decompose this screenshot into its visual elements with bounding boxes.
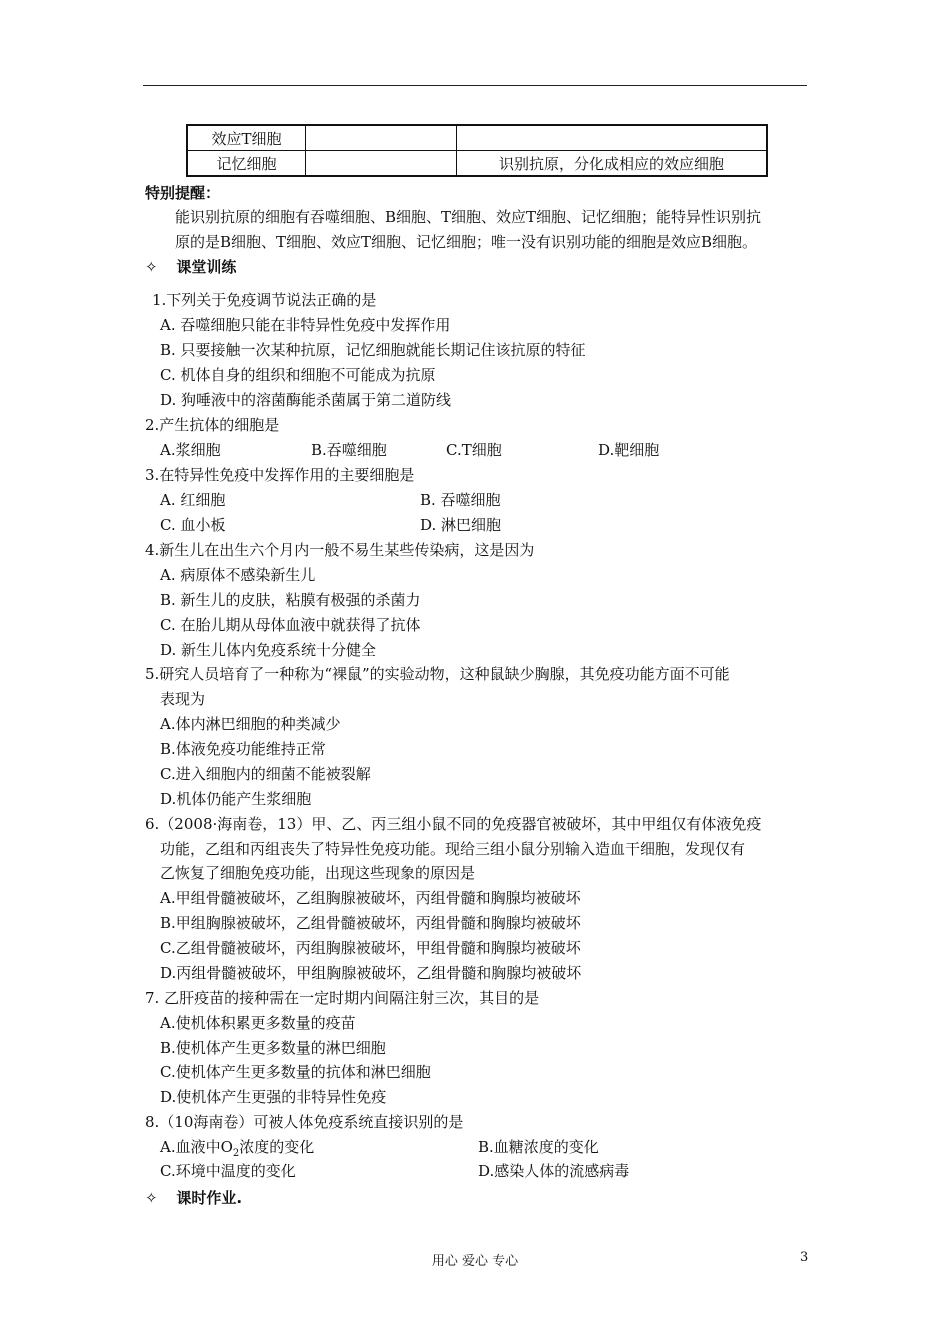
option: C.T细胞: [446, 441, 502, 459]
reminder-title: 特别提醒：: [145, 184, 221, 202]
option: D. 新生儿体内免疫系统十分健全: [160, 641, 377, 659]
question-stem: 2.产生抗体的细胞是: [145, 416, 280, 434]
page-footer: 用心 爱心 专心: [431, 1254, 519, 1269]
question-stem: 表现为: [160, 690, 206, 708]
option: D.丙组骨髓被破坏，甲组胸腺被破坏，乙组骨髓和胸腺均被破坏: [160, 964, 582, 982]
option: B.血糖浓度的变化: [478, 1138, 599, 1156]
table-cell: [457, 125, 768, 151]
option: C. 血小板: [160, 516, 226, 534]
section-title: 课堂训练: [176, 258, 237, 276]
option: D. 狗唾液中的溶菌酶能杀菌属于第二道防线: [160, 391, 452, 409]
option: A.甲组骨髓被破坏，乙组胸腺被破坏，丙组骨髓和胸腺均被破坏: [160, 889, 581, 907]
cell-table: [186, 124, 768, 177]
option: A. 红细胞: [160, 491, 226, 509]
option: C.乙组骨髓被破坏，丙组胸腺被破坏，甲组骨髓和胸腺均被破坏: [160, 939, 581, 957]
question-stem: 7. 乙肝疫苗的接种需在一定时期内间隔注射三次，其目的是: [145, 989, 540, 1007]
option: B.体液免疫功能维持正常: [160, 740, 326, 758]
option: D.靶细胞: [598, 441, 660, 459]
option: A. 吞噬细胞只能在非特异性免疫中发挥作用: [160, 316, 451, 334]
question-stem: 8.（10海南卷）可被人体免疫系统直接识别的是: [145, 1113, 464, 1131]
question-stem: 1.下列关于免疫调节说法正确的是: [152, 291, 377, 309]
section-heading: [145, 1188, 242, 1208]
reminder-line: 能识别抗原的细胞有吞噬细胞、B细胞、T细胞、效应T细胞、记忆细胞；能特异性识别抗: [175, 208, 762, 226]
diamond-icon: ✧: [145, 1189, 158, 1207]
option: D. 淋巴细胞: [420, 516, 502, 534]
diamond-icon: ✧: [145, 258, 158, 276]
option: C.环境中温度的变化: [160, 1162, 296, 1180]
option: C.进入细胞内的细菌不能被裂解: [160, 765, 371, 783]
option: B.吞噬细胞: [311, 441, 387, 459]
option: A. 病原体不感染新生儿: [160, 566, 316, 584]
option: C.使机体产生更多数量的抗体和淋巴细胞: [160, 1063, 431, 1081]
table-cell: 效应T细胞: [187, 125, 306, 151]
option: D.机体仍能产生浆细胞: [160, 790, 312, 808]
table-row: [187, 125, 767, 151]
option: B. 吞噬细胞: [420, 491, 501, 509]
option: C. 在胎儿期从母体血液中就获得了抗体: [160, 616, 421, 634]
option: A.血液中$O_2$浓度的变化: [160, 1138, 315, 1159]
section-title: 课时作业.: [176, 1189, 243, 1207]
page-number: 3: [800, 1250, 809, 1265]
option: A.使机体积累更多数量的疫苗: [160, 1014, 356, 1032]
table-cell: [306, 151, 457, 177]
option: B.使机体产生更多数量的淋巴细胞: [160, 1039, 386, 1057]
option: A.浆细胞: [160, 441, 221, 459]
header-rule: [143, 85, 807, 86]
section-heading: [145, 257, 236, 277]
option: A.体内淋巴细胞的种类减少: [160, 715, 341, 733]
table-row: [187, 151, 767, 177]
question-stem: 3.在特异性免疫中发挥作用的主要细胞是: [145, 466, 415, 484]
reminder-line: 原的是B细胞、T细胞、效应T细胞、记忆细胞；唯一没有识别功能的细胞是效应B细胞。: [175, 233, 758, 251]
table-cell: 记忆细胞: [187, 151, 306, 177]
option: D.使机体产生更强的非特异性免疫: [160, 1088, 387, 1106]
question-stem: 4.新生儿在出生六个月内一般不易生某些传染病，这是因为: [145, 541, 535, 559]
option: D.感染人体的流感病毒: [478, 1162, 630, 1180]
option: B.甲组胸腺被破坏，乙组骨髓被破坏，丙组骨髓和胸腺均被破坏: [160, 914, 581, 932]
option: B. 新生儿的皮肤，粘膜有极强的杀菌力: [160, 591, 421, 609]
question-stem: 6.（2008·海南卷，13）甲、乙、丙三组小鼠不同的免疫器官被破坏，其中甲组仅有体液免疫: [145, 815, 762, 833]
table-cell: [306, 125, 457, 151]
question-stem: 乙恢复了细胞免疫功能，出现这些现象的原因是: [160, 864, 476, 882]
question-stem: 5.研究人员培育了一种称为“裸鼠”的实验动物，这种鼠缺少胸腺，其免疫功能方面不可能: [145, 665, 730, 683]
question-stem: 功能，乙组和丙组丧失了特异性免疫功能。现给三组小鼠分别输入造血干细胞，发现仅有: [160, 840, 746, 858]
table-cell: 识别抗原，分化成相应的效应细胞: [457, 151, 768, 177]
option: C. 机体自身的组织和细胞不可能成为抗原: [160, 366, 436, 384]
option: B. 只要接触一次某种抗原，记忆细胞就能长期记住该抗原的特征: [160, 341, 586, 359]
